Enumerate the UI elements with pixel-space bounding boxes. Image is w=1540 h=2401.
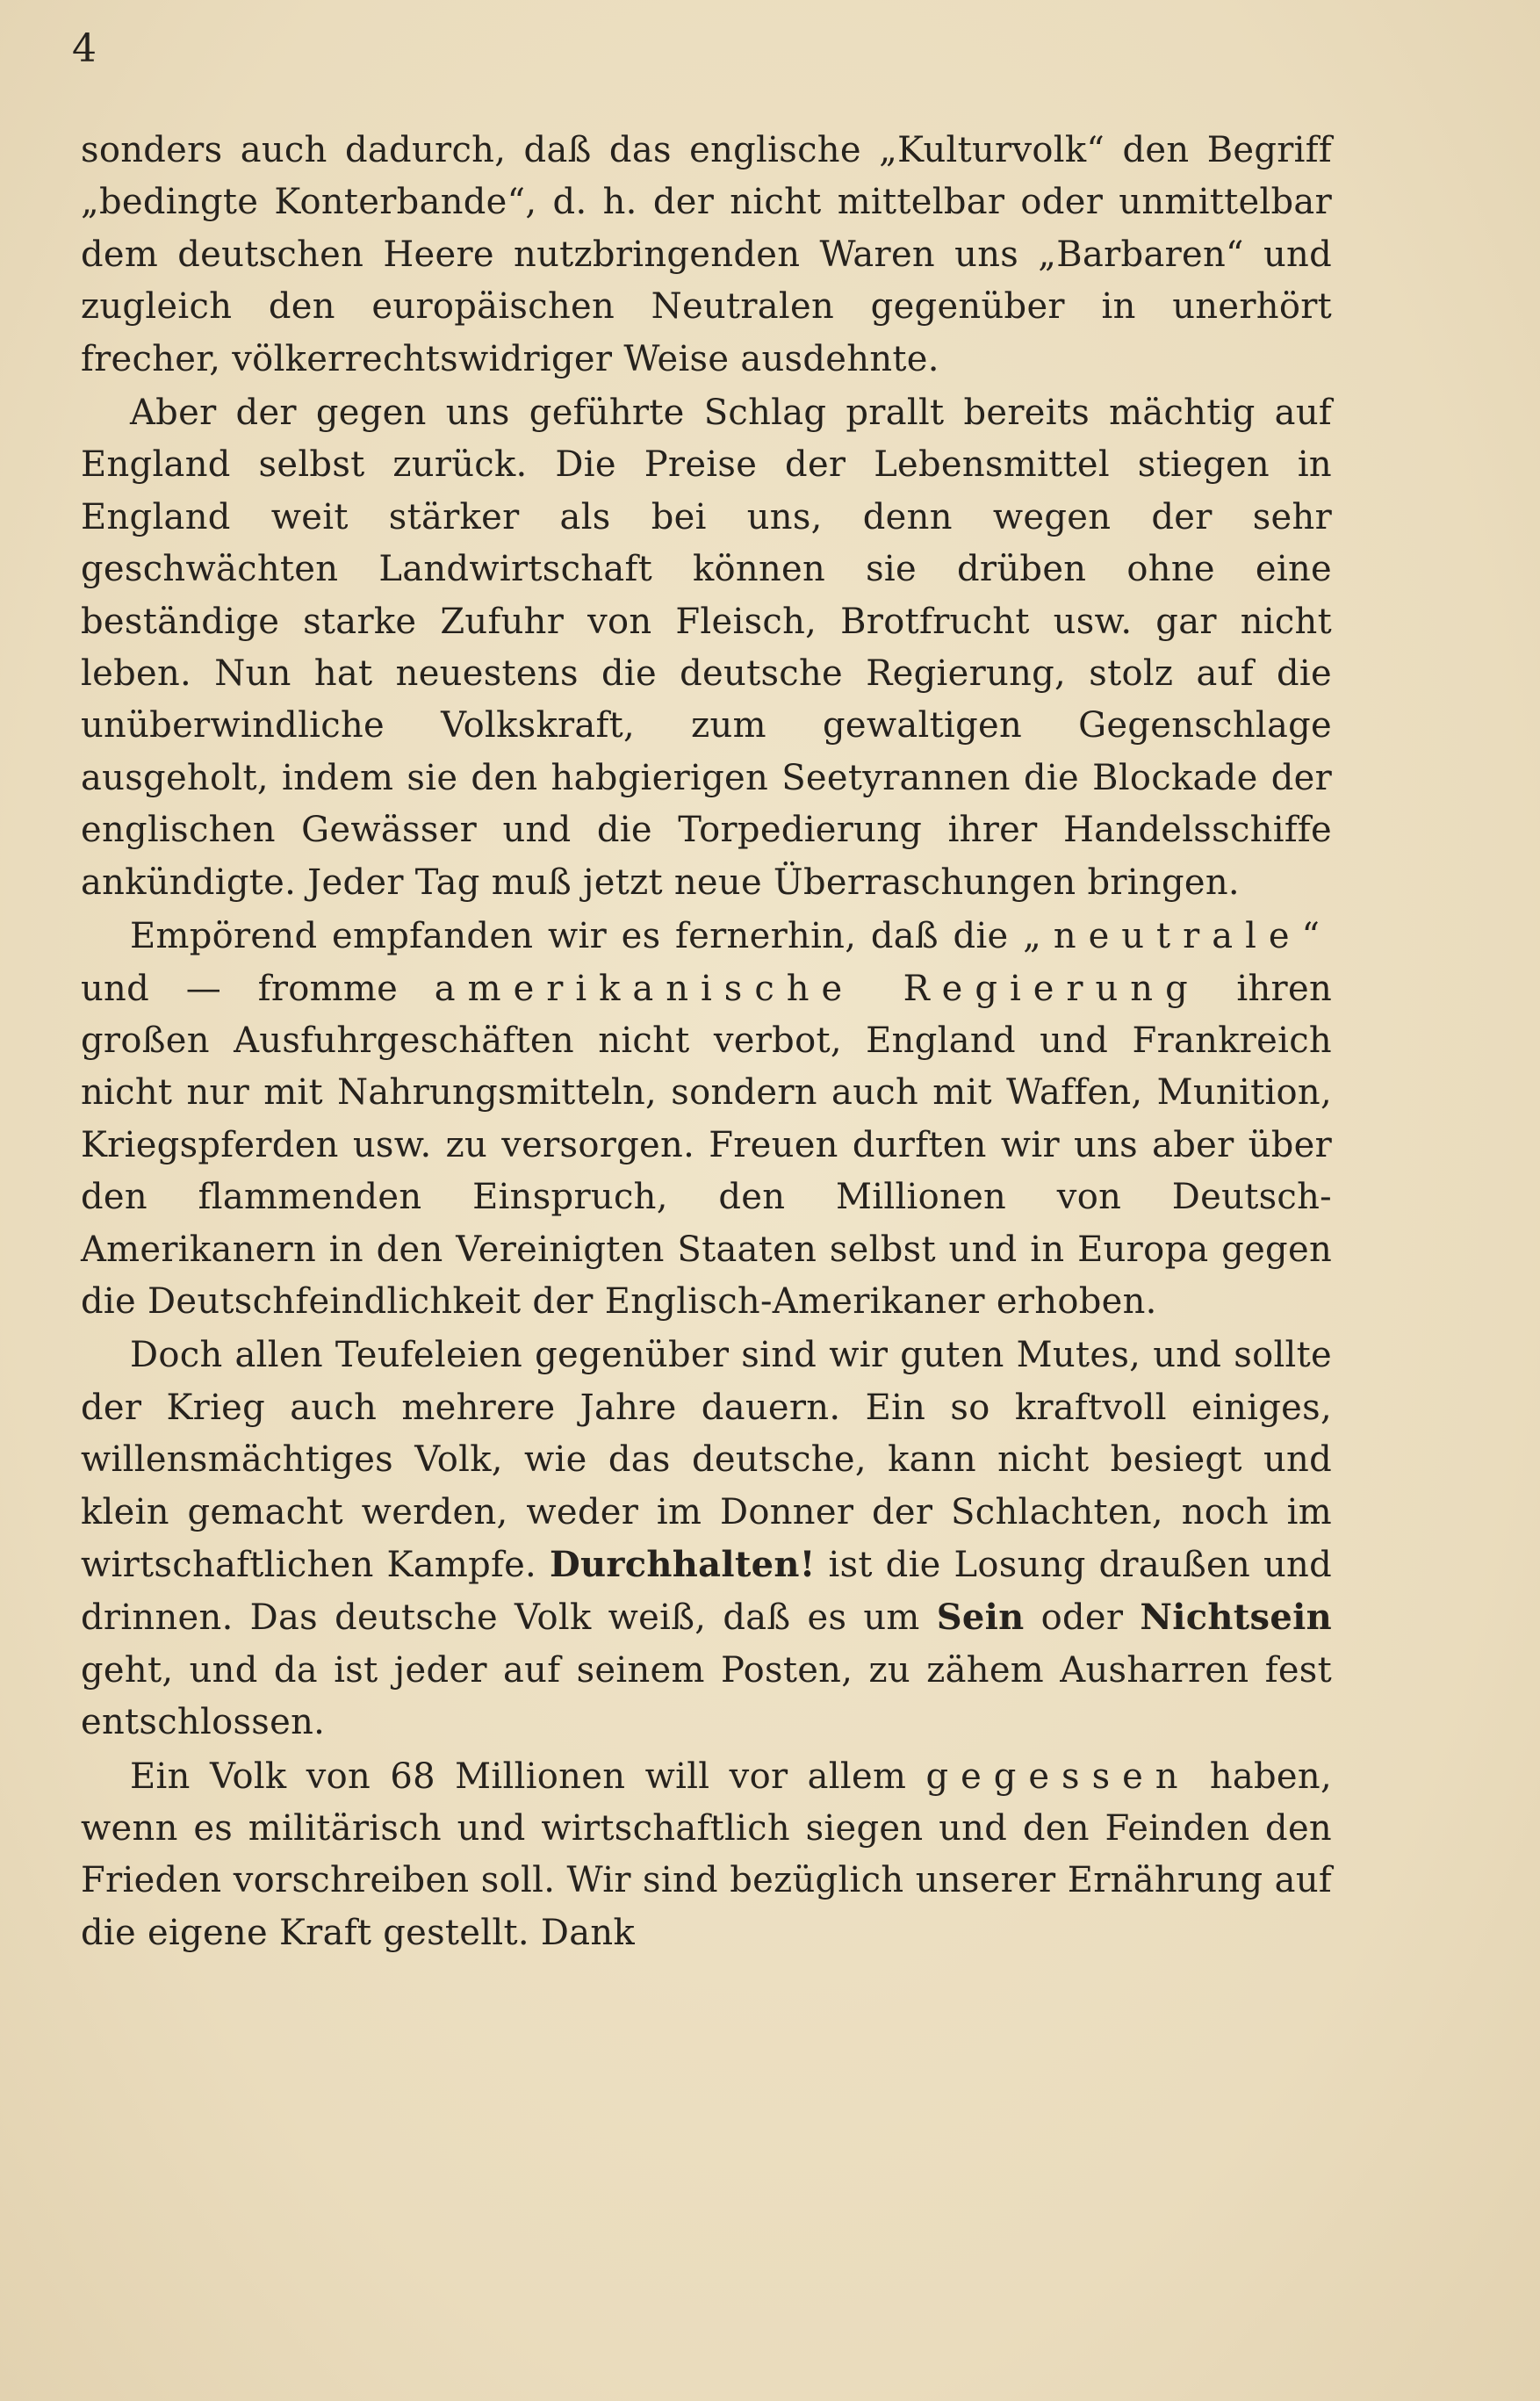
paragraph-5 <box>81 1751 1332 1960</box>
spaced-gegessen: gegessen <box>925 1756 1191 1797</box>
body-text <box>81 125 1332 1961</box>
paragraph-5-text-a: Ein Volk von 68 Millionen will vor allem <box>130 1756 926 1797</box>
paragraph-3-text-a: Empörend empfanden wir es fernerhin, daß die <box>130 916 1024 957</box>
paragraph-2-text: Aber der gegen uns geführte Schlag prallt bereits mächtig auf England selbst zurück. Die Preise der Lebensmittel stiegen in England weit stärker als bei uns, denn wegen der sehr geschwächten Landwirtschaft können sie drüben ohne eine beständige starke Zufuhr von Fleisch, Brotfrucht usw. gar nicht leben. Nun hat neuestens die deutsche Regierung, stolz auf die unüberwindliche Volkskraft, zum gewaltigen Gegenschlage ausgeholt, indem sie den habgierigen Seetyrannen die Blockade der englischen Gewässer und die Torpedierung ihrer Handelsschiffe ankündigte. Jeder Tag muß jetzt neue Überraschungen bringen. <box>81 393 1332 903</box>
paragraph-5-text-b: haben, wenn es militärisch und wirtschaftlich siegen und den Feinden den Frieden vorschreiben soll. Wir sind bezüglich unserer Ernährung auf die eigene Kraft gestellt. Dank <box>81 1756 1332 1953</box>
paragraph-3 <box>81 911 1332 1328</box>
bold-sein: Sein <box>936 1597 1025 1639</box>
bold-durchhalten: Durchhalten! <box>549 1543 816 1585</box>
page-number: 4 <box>72 26 97 71</box>
spaced-neutrale: „neutrale“ <box>1023 916 1332 957</box>
paragraph-4-text-a: Doch allen Teufeleien gegenüber sind wir guten Mutes, und sollte der Krieg auch mehrere Jahre dauern. Ein so kraftvoll einiges, willensmächtiges Volk, wie das deutsche, kann nicht besiegt und klein gemacht werden, weder im Donner der Schlachten, noch im wirtschaftlichen Kampfe. <box>81 1335 1332 1585</box>
bold-nichtsein: Nichtsein <box>1140 1597 1332 1639</box>
paragraph-4-text-b: ist die Losung draußen und drinnen. Das deutsche Volk weiß, daß es um <box>81 1544 1332 1639</box>
paragraph-1-text: sonders auch dadurch, daß das englische „Kulturvolk“ den Begriff „bedingte Konterbande“, d. h. der nicht mittelbar oder unmittelbar dem deutschen Heere nutzbringenden Waren uns „Barbaren“ und zugleich den europäischen Neutralen gegenüber in unerhört frecher, völkerrechtswidriger Weise ausdehnte. <box>81 130 1332 379</box>
spaced-amerikanische-regierung: amerikanische Regierung <box>434 968 1200 1009</box>
paragraph-1 <box>81 125 1332 386</box>
paragraph-4-text-c: oder <box>1024 1597 1141 1639</box>
paragraph-4 <box>81 1330 1332 1748</box>
paragraph-3-text-b: und — fromme <box>81 968 435 1009</box>
paragraph-4-text-d: geht, und da ist jeder auf seinem Posten, zu zähem Ausharren fest entschlossen. <box>81 1649 1332 1743</box>
paragraph-2 <box>81 387 1332 909</box>
paragraph-3-text-c: ihren großen Ausfuhrgeschäften nicht verbot, England und Frankreich nicht nur mit Nahrungsmitteln, sondern auch mit Waffen, Munition, Kriegspferden usw. zu versorgen. Freuen durften wir uns aber über den flammenden Einspruch, den Millionen von Deutsch-Amerikanern in den Vereinigten Staaten selbst und in Europa gegen die Deutschfeindlichkeit der Englisch-Amerikaner erhoben. <box>81 968 1333 1322</box>
